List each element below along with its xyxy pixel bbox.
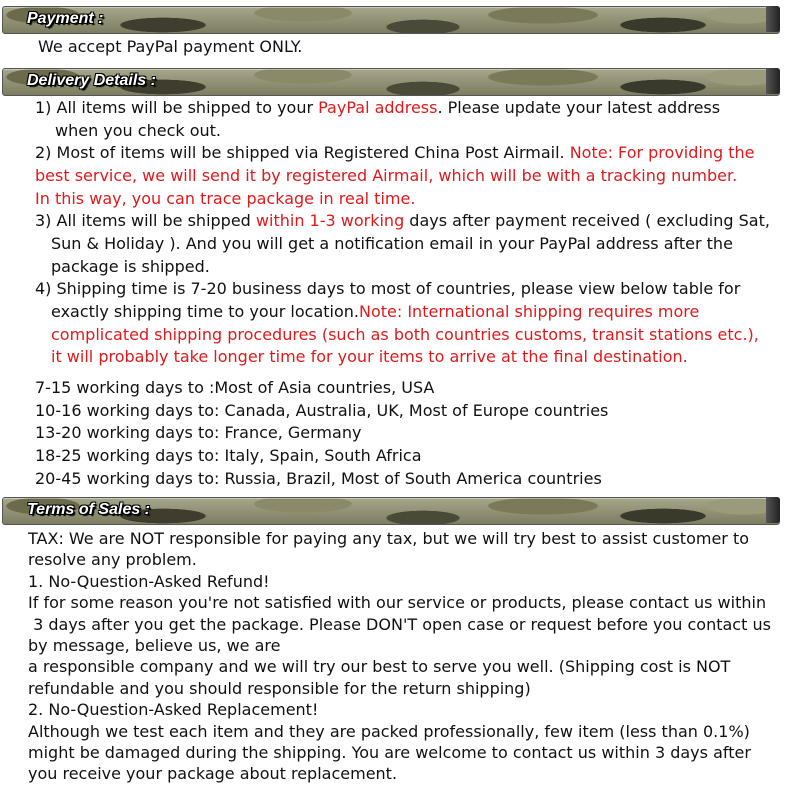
terms-header-bar — [2, 497, 780, 525]
paypal-address-highlight: PayPal address — [318, 98, 438, 117]
shipping-time-row: 10-16 working days to: Canada, Australia, UK, Most of Europe countries — [35, 401, 609, 420]
header-bar-end — [766, 68, 780, 94]
delivery-header-bar — [2, 68, 780, 96]
terms-line: If for some reason you're not satisfied with our service or products, please contact us within — [28, 593, 767, 613]
terms-line: TAX: We are NOT responsible for paying any tax, but we will try best to assist customer to — [28, 529, 750, 548]
shipping-time-row: 18-25 working days to: Italy, Spain, South Africa — [35, 446, 422, 465]
terms-line: 1. No-Question-Asked Refund! — [28, 571, 270, 591]
payment-header-bar — [2, 6, 780, 34]
terms-line: resolve any problem. — [28, 550, 197, 570]
terms-text — [28, 528, 788, 785]
header-bar-end — [766, 6, 780, 32]
shipping-time-row: 13-20 working days to: France, Germany — [35, 423, 362, 442]
terms-line: by message, believe us, we are — [28, 636, 281, 656]
shipping-time-row: 20-45 working days to: Russia, Brazil, Most of South America countries — [35, 469, 602, 488]
shipping-time-row: 7-15 working days to :Most of Asia countries, USA — [35, 378, 435, 397]
terms-line: refundable and you should responsible for the return shipping) — [28, 678, 531, 698]
delivery-title: Delivery Details : — [27, 72, 156, 89]
terms-line: 2. No-Question-Asked Replacement! — [28, 700, 319, 720]
terms-line: you receive your package about replacement. — [28, 764, 398, 784]
header-bar-end — [766, 497, 780, 523]
terms-title: Terms of Sales : — [27, 501, 151, 518]
terms-line: might be damaged during the shipping. You are welcome to contact us within 3 days after — [28, 743, 751, 763]
terms-line: a responsible company and we will try our best to serve you well. (Shipping cost is NOT — [28, 657, 731, 677]
terms-line: Although we test each item and they are packed professionally, few item (less than 0.1%) — [28, 721, 750, 741]
payment-text: We accept PayPal payment ONLY. — [38, 37, 303, 56]
payment-title: Payment : — [27, 10, 104, 27]
terms-line: 3 days after you get the package. Please DON'T open case or request before you contact us — [28, 614, 771, 634]
